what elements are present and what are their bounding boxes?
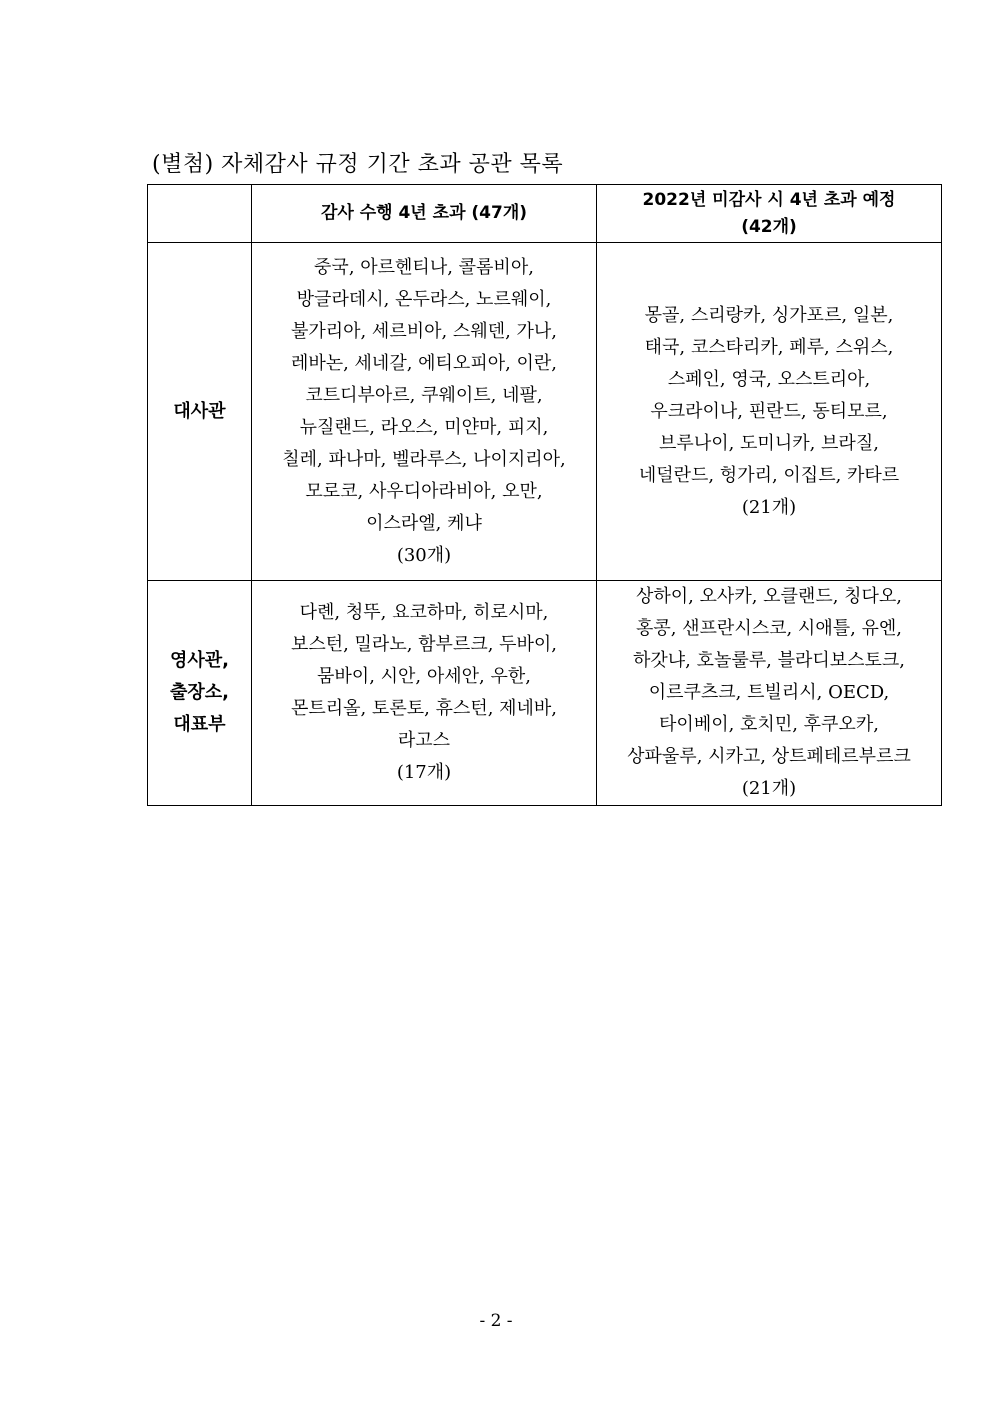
header-col2-line1: 2022년 미감사 시 4년 초과 예정: [642, 189, 896, 210]
list-line: 이르쿠츠크, 트빌리시, OECD,: [648, 682, 890, 703]
header-audit-over-4-years: 감사 수행 4년 초과 (47개): [252, 185, 597, 243]
list-line: 불가리아, 세르비아, 스웨덴, 가나,: [290, 320, 558, 342]
list-count: (21개): [741, 778, 797, 799]
list-line: 네덜란드, 헝가리, 이집트, 카타르: [638, 464, 900, 486]
list-line: 다롄, 청뚜, 요코하마, 히로시마,: [299, 602, 549, 623]
row-label-line: 대표부: [173, 714, 226, 735]
mission-list-table: [147, 184, 942, 806]
list-line: 상파울루, 시카고, 상트페테르부르크: [627, 746, 911, 767]
list-count: (17개): [396, 762, 452, 783]
list-line: 모로코, 사우디아라비아, 오만,: [305, 480, 543, 502]
list-line: 몬트리올, 토론토, 휴스턴, 제네바,: [290, 698, 558, 719]
list-line: 이스라엘, 케냐: [366, 512, 482, 534]
list-line: 칠레, 파나마, 벨라루스, 나이지리아,: [282, 448, 566, 470]
list-line: 코트디부아르, 쿠웨이트, 네팔,: [305, 384, 543, 406]
list-line: 홍콩, 샌프란시스코, 시애틀, 유엔,: [635, 618, 903, 639]
list-line: 라고스: [397, 730, 451, 751]
list-line: 뭄바이, 시안, 아세안, 우한,: [317, 666, 531, 687]
consulate-expected-list: [597, 581, 942, 806]
list-line: 타이베이, 호치민, 후쿠오카,: [659, 714, 879, 735]
list-line: 하갓냐, 호놀룰루, 블라디보스토크,: [632, 650, 906, 671]
header-empty-cell: [148, 185, 252, 243]
list-line: 몽골, 스리랑카, 싱가포르, 일본,: [644, 304, 894, 326]
header-expected-over-4-years: [597, 185, 942, 243]
list-line: 스페인, 영국, 오스트리아,: [667, 368, 871, 390]
row-label-line: 대사관: [173, 400, 226, 422]
row-label-line: 영사관,: [169, 650, 229, 671]
row-label-line: 출장소,: [169, 682, 229, 703]
list-count: (30개): [396, 544, 452, 566]
list-line: 상하이, 오사카, 오클랜드, 칭다오,: [635, 586, 903, 607]
list-line: 보스턴, 밀라노, 함부르크, 두바이,: [290, 634, 558, 655]
list-line: 방글라데시, 온두라스, 노르웨이,: [296, 288, 552, 310]
header-col2-line2: (42개): [741, 216, 797, 237]
table-row-embassy: [148, 243, 942, 581]
list-line: 레바논, 세네갈, 에티오피아, 이란,: [290, 352, 558, 374]
table-row-consulate: [148, 581, 942, 806]
row-label-consulate: [148, 581, 252, 806]
list-line: 브루나이, 도미니카, 브라질,: [659, 432, 879, 454]
document-title: (별첨) 자체감사 규정 기간 초과 공관 목록: [152, 152, 564, 177]
embassy-audit-list: [252, 243, 597, 581]
row-label-embassy: [148, 243, 252, 581]
list-line: 우크라이나, 핀란드, 동티모르,: [650, 400, 888, 422]
embassy-expected-list: [597, 243, 942, 581]
page-number: - 2 -: [479, 1311, 513, 1331]
table-header-row: [148, 185, 942, 243]
list-line: 태국, 코스타리카, 페루, 스위스,: [644, 336, 894, 358]
list-line: 중국, 아르헨티나, 콜롬비아,: [314, 256, 534, 278]
list-line: 뉴질랜드, 라오스, 미얀마, 피지,: [299, 416, 549, 438]
consulate-audit-list: [252, 581, 597, 806]
list-count: (21개): [741, 496, 797, 518]
